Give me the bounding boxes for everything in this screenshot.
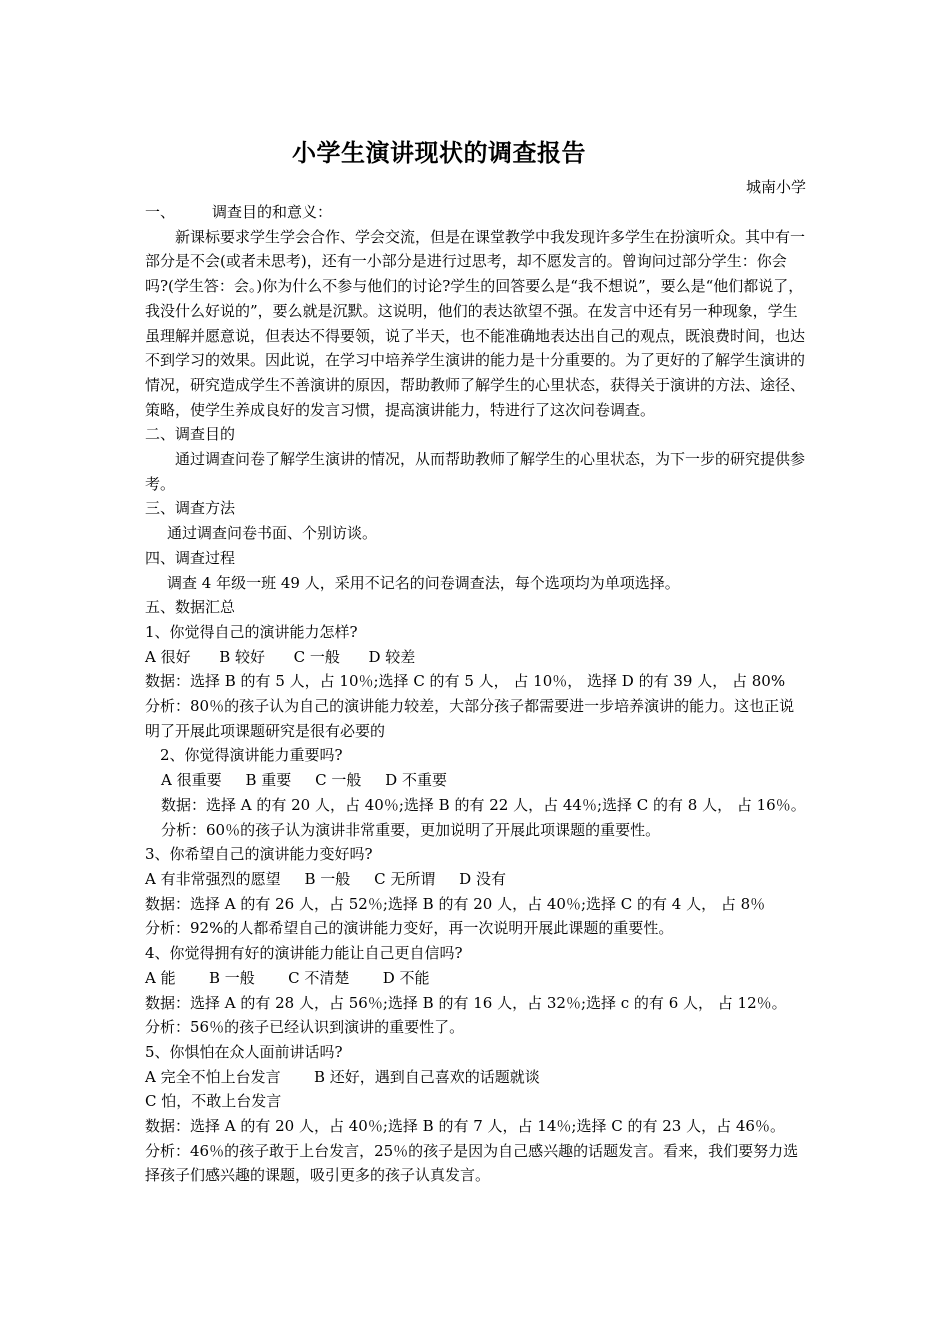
q5-analysis: 分析：46％的孩子敢于上台发言，25％的孩子是因为自己感兴趣的话题发言。看来，我们要努力选择孩子们感兴趣的课题，吸引更多的孩子认真发言。 (145, 1141, 799, 1185)
document-title: 小学生演讲现状的调查报告 (292, 138, 586, 167)
section1-number: 一、 (145, 203, 176, 221)
section2-heading: 二、调查目的 (145, 425, 236, 444)
q5-question: 5、你惧怕在众人面前讲话吗? (145, 1042, 343, 1061)
q1-data: 数据：选择 B 的有 5 人，占 10％;选择 C 的有 5 人， 占 10％， 选择 D 的有 39 人， 占 80% (145, 672, 786, 691)
q1-analysis: 分析：80％的孩子认为自己的演讲能力较差，大部分孩子都需要进一步培养演讲的能力。这也正说明了开展此项课题研究是很有必要的 (145, 697, 795, 740)
section2-paragraph: 通过调查问卷了解学生演讲的情况，从而帮助教师了解学生的心里状态，为下一步的研究提供参考。 (145, 450, 806, 493)
q1-question: 1、你觉得自己的演讲能力怎样? (145, 622, 358, 641)
q3-options: A 有非常强烈的愿望 B 一般 C 无所谓 D 没有 (145, 869, 506, 888)
q4-options: A 能 B 一般 C 不清楚 D 不能 (145, 968, 430, 987)
q2-options: A 很重要 B 重要 C 一般 D 不重要 (161, 771, 447, 790)
q3-analysis: 分析：92%的人都希望自己的演讲能力变好，再一次说明开展此课题的重要性。 (145, 919, 674, 938)
q2-question: 2、你觉得演讲能力重要吗? (160, 746, 343, 765)
section5-heading: 五、数据汇总 (145, 598, 236, 617)
q5-data: 数据：选择 A 的有 20 人，占 40％;选择 B 的有 7 人，占 14％;选择 C 的有 23 人，占 46％。 (145, 1117, 785, 1136)
q1-options: A 很好 B 较好 C 一般 D 较差 (145, 647, 416, 666)
q4-analysis: 分析：56％的孩子已经认识到演讲的重要性了。 (145, 1018, 465, 1037)
section3-heading: 三、调查方法 (145, 499, 236, 518)
q3-question: 3、你希望自己的演讲能力变好吗? (145, 845, 373, 864)
q5-options-line1: A 完全不怕上台发言 B 还好，遇到自己喜欢的话题就谈 (145, 1067, 540, 1086)
section3-paragraph: 通过调查问卷书面、个别访谈。 (167, 524, 378, 543)
q2-data: 数据：选择 A 的有 20 人，占 40％;选择 B 的有 22 人，占 44％;选择 C 的有 8 人， 占 16％。 (161, 795, 806, 814)
q5-options-line2: C 怕，不敢上台发言 (145, 1092, 282, 1111)
section1-paragraph: 新课标要求学生学会合作、学会交流，但是在课堂教学中我发现许多学生在扮演听众。其中有一部分是不会(或者未思考)，还有一小部分是进行过思考，却不愿发言的。曾询问过部分学生：你会吗?(学生答：会。)你为什么不参与他们的讨论?学生的回答要么是“我不想说”，要么是“他们都说了，我没什么好说的”，要么就是沉默。这说明，他们的表达欲望不强。在发言中还有另一种现象，学生虽理解并愿意说，但表达不得要领，说了半天，也不能准确地表达出自己的观点，既浪费时间，也达不到学习的效果。因此说，在学习中培养学生演讲的能力是十分重要的。为了更好的了解学生演讲的情况，研究造成学生不善演讲的原因，帮助教师了解学生的心里状态，获得关于演讲的方法、途径、策略，使学生养成良好的发言习惯，提高演讲能力，特进行了这次问卷调查。 (145, 227, 806, 419)
section1-heading (145, 200, 807, 225)
author-line: 城南小学 (745, 178, 806, 196)
q2-analysis: 分析：60％的孩子认为演讲非常重要，更加说明了开展此项课题的重要性。 (161, 820, 661, 839)
q4-data: 数据：选择 A 的有 28 人，占 56％;选择 B 的有 16 人，占 32％;选择 c 的有 6 人， 占 12％。 (145, 993, 787, 1012)
section4-paragraph: 调查 4 年级一班 49 人，采用不记名的问卷调查法，每个选项均为单项选择。 (167, 573, 680, 592)
section4-heading: 四、调查过程 (145, 548, 236, 567)
section1-heading-text: 调查目的和意义： (212, 203, 333, 221)
document-body (145, 200, 807, 1188)
q3-data: 数据：选择 A 的有 26 人，占 52％;选择 B 的有 20 人，占 40％;选择 C 的有 4 人， 占 8％ (145, 894, 766, 913)
q4-question: 4、你觉得拥有好的演讲能力能让自己更自信吗? (145, 944, 463, 963)
